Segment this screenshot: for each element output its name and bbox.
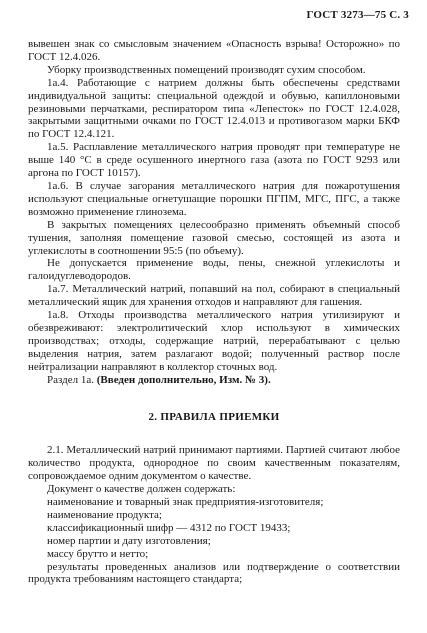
- list-item: результаты проведенных анализов или подтверждение о соответствии продукта требованиям настоящего стандарта;: [28, 560, 400, 586]
- page-header: ГОСТ 3273—75 С. 3: [306, 9, 409, 21]
- paragraph: вывешен знак со смысловым значением «Опасность взрыва! Осторожно» по ГОСТ 12.4.026.: [28, 38, 400, 63]
- list-item: наименование продукта;: [47, 508, 162, 521]
- paragraph: Уборку производственных помещений производят сухим способом.: [47, 63, 366, 76]
- list-item: массу брутто и нетто;: [47, 547, 149, 560]
- paragraph: 2.1. Металлический натрий принимают партиями. Партией считают любое количество продукта, однородное по своим качественным показателям, сопровождаемое одним документом о качестве.: [28, 444, 400, 483]
- paragraph: 1а.7. Металлический натрий, попавший на пол, собирают в специальный металлический ящик для хранения отходов и направляют для гашения.: [28, 283, 400, 309]
- paragraph: 1а.8. Отходы производства металлического натрия утилизируют и обезвреживают: электролитический хлор используют в химических производствах; отходы, содержащие натрий, перерабатывают с целью выделения натрия, затем разлагают водой; полученный раствор после нейтрализации направляют в коллектор сточных вод.: [28, 309, 400, 373]
- paragraph: Документ о качестве должен содержать:: [47, 483, 236, 496]
- section-note: [28, 374, 400, 387]
- document-body: [28, 38, 400, 586]
- paragraph: 1а.4. Работающие с натрием должны быть обеспечены средствами индивидуальной защиты: специальной одеждой и обувью, капиллоновыми резиновыми перчатками, респиратором типа «Лепесток» по ГОСТ 12.4.028, закрытыми защитными очками по ГОСТ 12.4.013 и противогазом марки БКФ по ГОСТ 12.4.121.: [28, 76, 400, 141]
- section-title: 2. ПРАВИЛА ПРИЕМКИ: [148, 411, 280, 424]
- list-item: номер партии и дату изготовления;: [47, 534, 211, 547]
- list-item: классификационный шифр — 4312 по ГОСТ 19433;: [47, 521, 291, 534]
- list-item: наименование и товарный знак предприятия-изготовителя;: [47, 496, 324, 508]
- paragraph: В закрытых помещениях целесообразно применять объемный способ тушения, заполняя помещение газовой смесью, состоящей из азота и углекислоты в соотношении 95:5 (по объему).: [28, 218, 400, 257]
- section-note-text: Раздел 1а.: [47, 373, 97, 386]
- paragraph: 1а.6. В случае загорания металлического натрия для пожаротушения используют специальные огнетушащие порошки ПГПМ, МГС, ПГС, а также возможно применение глинозема.: [28, 179, 400, 218]
- paragraph: 1а.5. Расплавление металлического натрия проводят при температуре не выше 140 °С в среде осушенного инертного газа (азота по ГОСТ 9293 или аргона по ГОСТ 10157).: [28, 141, 400, 180]
- section-note-amendment: (Введен дополнительно, Изм. № 3).: [96, 373, 271, 386]
- paragraph: Не допускается применение воды, пены, снежной углекислоты и галоидуглеводородов.: [28, 257, 400, 283]
